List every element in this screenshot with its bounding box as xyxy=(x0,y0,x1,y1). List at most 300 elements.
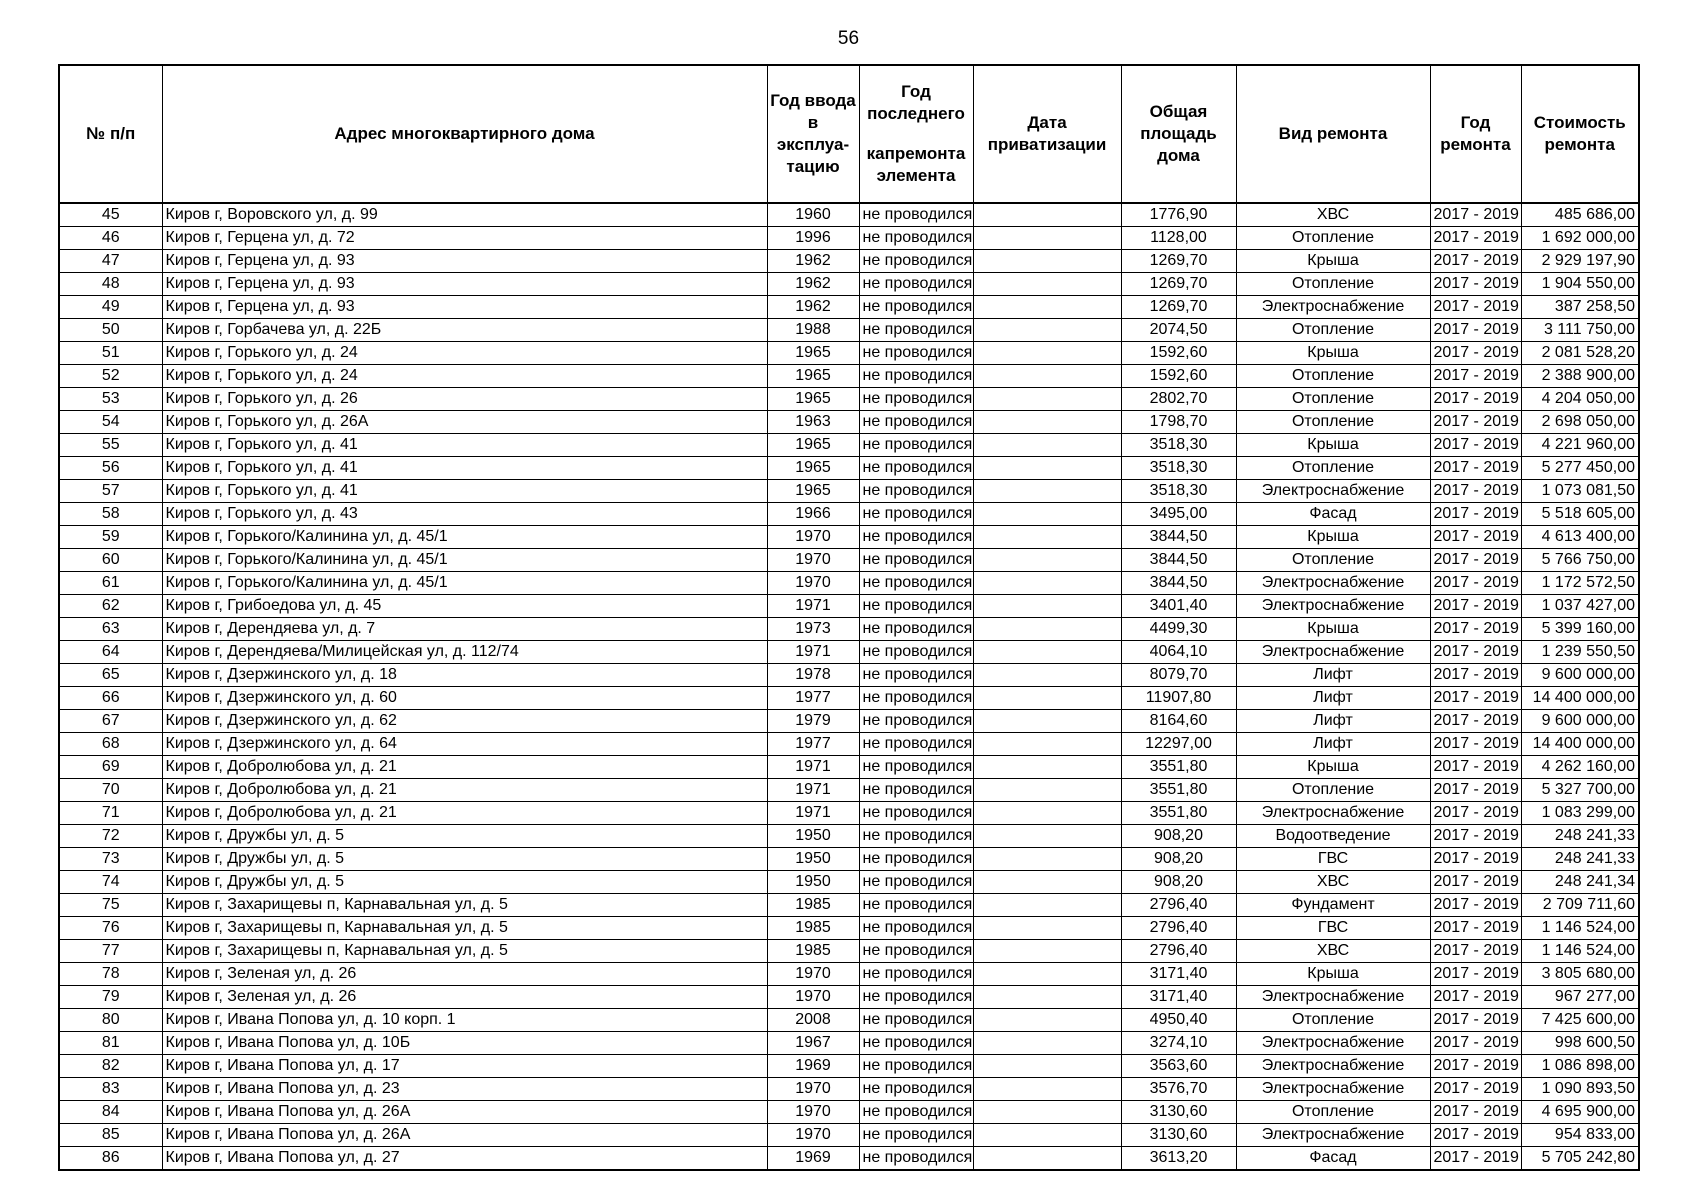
last-repair-cell: не проводился xyxy=(859,894,973,917)
last-repair-cell: не проводился xyxy=(859,250,973,273)
table-row xyxy=(59,572,1639,595)
total-area-cell: 11907,80 xyxy=(1121,687,1236,710)
address-cell: Киров г, Дерендяева ул, д. 7 xyxy=(162,618,767,641)
row-number: 81 xyxy=(59,1032,162,1055)
privatization-date-cell xyxy=(973,1009,1121,1032)
year-commissioned-cell: 1970 xyxy=(767,526,859,549)
repair-type-cell: Электроснабжение xyxy=(1236,1078,1430,1101)
total-area-cell: 2802,70 xyxy=(1121,388,1236,411)
table-row xyxy=(59,549,1639,572)
repair-type-cell: Электроснабжение xyxy=(1236,572,1430,595)
repair-year-cell: 2017 - 2019 xyxy=(1430,296,1521,319)
repair-type-cell: ГВС xyxy=(1236,848,1430,871)
row-number: 62 xyxy=(59,595,162,618)
repair-cost-cell: 7 425 600,00 xyxy=(1521,1009,1639,1032)
privatization-date-cell xyxy=(973,549,1121,572)
repair-year-cell: 2017 - 2019 xyxy=(1430,595,1521,618)
repair-cost-cell: 1 090 893,50 xyxy=(1521,1078,1639,1101)
repair-cost-cell: 4 262 160,00 xyxy=(1521,756,1639,779)
repair-type-cell: Лифт xyxy=(1236,733,1430,756)
row-number: 70 xyxy=(59,779,162,802)
repair-cost-cell: 1 073 081,50 xyxy=(1521,480,1639,503)
year-commissioned-cell: 1978 xyxy=(767,664,859,687)
privatization-date-cell xyxy=(973,687,1121,710)
repair-type-cell: Электроснабжение xyxy=(1236,480,1430,503)
year-commissioned-cell: 1970 xyxy=(767,1101,859,1124)
year-commissioned-cell: 1971 xyxy=(767,641,859,664)
repair-year-cell: 2017 - 2019 xyxy=(1430,848,1521,871)
repair-cost-cell: 248 241,33 xyxy=(1521,848,1639,871)
row-number: 65 xyxy=(59,664,162,687)
repair-type-cell: Крыша xyxy=(1236,963,1430,986)
year-commissioned-cell: 1985 xyxy=(767,917,859,940)
repair-year-cell: 2017 - 2019 xyxy=(1430,526,1521,549)
repair-cost-cell: 9 600 000,00 xyxy=(1521,710,1639,733)
address-cell: Киров г, Зеленая ул, д. 26 xyxy=(162,986,767,1009)
table-row xyxy=(59,1078,1639,1101)
address-cell: Киров г, Герцена ул, д. 93 xyxy=(162,296,767,319)
address-cell: Киров г, Захарищевы п, Карнавальная ул, д. 5 xyxy=(162,940,767,963)
year-commissioned-cell: 1967 xyxy=(767,1032,859,1055)
privatization-date-cell xyxy=(973,457,1121,480)
repair-cost-cell: 5 327 700,00 xyxy=(1521,779,1639,802)
table-row xyxy=(59,526,1639,549)
year-commissioned-cell: 1950 xyxy=(767,825,859,848)
repair-year-cell: 2017 - 2019 xyxy=(1430,549,1521,572)
repair-cost-cell: 5 399 160,00 xyxy=(1521,618,1639,641)
repair-year-cell: 2017 - 2019 xyxy=(1430,871,1521,894)
address-cell: Киров г, Дружбы ул, д. 5 xyxy=(162,871,767,894)
address-cell: Киров г, Добролюбова ул, д. 21 xyxy=(162,779,767,802)
row-number: 56 xyxy=(59,457,162,480)
table-row xyxy=(59,227,1639,250)
total-area-cell: 3563,60 xyxy=(1121,1055,1236,1078)
total-area-cell: 3518,30 xyxy=(1121,457,1236,480)
repair-year-cell: 2017 - 2019 xyxy=(1430,1032,1521,1055)
year-commissioned-cell: 1979 xyxy=(767,710,859,733)
repair-type-cell: Крыша xyxy=(1236,618,1430,641)
repair-cost-cell: 1 037 427,00 xyxy=(1521,595,1639,618)
last-repair-cell: не проводился xyxy=(859,848,973,871)
row-number: 77 xyxy=(59,940,162,963)
row-number: 46 xyxy=(59,227,162,250)
row-number: 49 xyxy=(59,296,162,319)
privatization-date-cell xyxy=(973,641,1121,664)
table-row xyxy=(59,710,1639,733)
repair-year-cell: 2017 - 2019 xyxy=(1430,1124,1521,1147)
table-body xyxy=(59,203,1639,1170)
total-area-cell: 2074,50 xyxy=(1121,319,1236,342)
repair-cost-cell: 9 600 000,00 xyxy=(1521,664,1639,687)
repair-type-cell: ГВС xyxy=(1236,917,1430,940)
total-area-cell: 3171,40 xyxy=(1121,963,1236,986)
address-cell: Киров г, Добролюбова ул, д. 21 xyxy=(162,756,767,779)
total-area-cell: 3518,30 xyxy=(1121,434,1236,457)
privatization-date-cell xyxy=(973,779,1121,802)
address-cell: Киров г, Герцена ул, д. 72 xyxy=(162,227,767,250)
year-commissioned-cell: 1971 xyxy=(767,779,859,802)
privatization-date-cell xyxy=(973,388,1121,411)
total-area-cell: 2796,40 xyxy=(1121,917,1236,940)
privatization-date-cell xyxy=(973,595,1121,618)
repair-cost-cell: 4 695 900,00 xyxy=(1521,1101,1639,1124)
year-commissioned-cell: 1970 xyxy=(767,549,859,572)
address-cell: Киров г, Горького ул, д. 41 xyxy=(162,480,767,503)
repair-cost-cell: 1 904 550,00 xyxy=(1521,273,1639,296)
table-row xyxy=(59,296,1639,319)
address-cell: Киров г, Горького ул, д. 41 xyxy=(162,457,767,480)
row-number: 83 xyxy=(59,1078,162,1101)
repair-year-cell: 2017 - 2019 xyxy=(1430,388,1521,411)
address-cell: Киров г, Герцена ул, д. 93 xyxy=(162,250,767,273)
row-number: 68 xyxy=(59,733,162,756)
table-row xyxy=(59,319,1639,342)
privatization-date-cell xyxy=(973,1032,1121,1055)
privatization-date-cell xyxy=(973,917,1121,940)
repair-cost-cell: 5 518 605,00 xyxy=(1521,503,1639,526)
repair-type-cell: Лифт xyxy=(1236,687,1430,710)
last-repair-cell: не проводился xyxy=(859,986,973,1009)
last-repair-cell: не проводился xyxy=(859,1078,973,1101)
repair-type-cell: Электроснабжение xyxy=(1236,595,1430,618)
repair-type-cell: Отопление xyxy=(1236,779,1430,802)
repair-cost-cell: 998 600,50 xyxy=(1521,1032,1639,1055)
table-row xyxy=(59,434,1639,457)
total-area-cell: 908,20 xyxy=(1121,871,1236,894)
address-cell: Киров г, Дерендяева/Милицейская ул, д. 112/74 xyxy=(162,641,767,664)
year-commissioned-cell: 1996 xyxy=(767,227,859,250)
total-area-cell: 1592,60 xyxy=(1121,342,1236,365)
year-commissioned-cell: 1969 xyxy=(767,1147,859,1171)
total-area-cell: 3130,60 xyxy=(1121,1124,1236,1147)
address-cell: Киров г, Дружбы ул, д. 5 xyxy=(162,848,767,871)
row-number: 45 xyxy=(59,203,162,227)
repair-year-cell: 2017 - 2019 xyxy=(1430,756,1521,779)
total-area-cell: 1269,70 xyxy=(1121,250,1236,273)
privatization-date-cell xyxy=(973,940,1121,963)
year-commissioned-cell: 1971 xyxy=(767,595,859,618)
year-commissioned-cell: 1970 xyxy=(767,963,859,986)
repair-year-cell: 2017 - 2019 xyxy=(1430,986,1521,1009)
privatization-date-cell xyxy=(973,1101,1121,1124)
total-area-cell: 3551,80 xyxy=(1121,802,1236,825)
repair-cost-cell: 2 709 711,60 xyxy=(1521,894,1639,917)
year-commissioned-cell: 1970 xyxy=(767,1078,859,1101)
table-row xyxy=(59,664,1639,687)
last-repair-cell: не проводился xyxy=(859,319,973,342)
header-year-commissioned: Год ввода в эксплуа-тацию xyxy=(767,65,859,203)
year-commissioned-cell: 1977 xyxy=(767,733,859,756)
total-area-cell: 908,20 xyxy=(1121,848,1236,871)
total-area-cell: 3171,40 xyxy=(1121,986,1236,1009)
address-cell: Киров г, Горького ул, д. 43 xyxy=(162,503,767,526)
privatization-date-cell xyxy=(973,664,1121,687)
last-repair-cell: не проводился xyxy=(859,1124,973,1147)
last-repair-cell: не проводился xyxy=(859,1009,973,1032)
repair-cost-cell: 5 277 450,00 xyxy=(1521,457,1639,480)
address-cell: Киров г, Грибоедова ул, д. 45 xyxy=(162,595,767,618)
address-cell: Киров г, Ивана Попова ул, д. 27 xyxy=(162,1147,767,1171)
table-row xyxy=(59,480,1639,503)
privatization-date-cell xyxy=(973,319,1121,342)
table-row xyxy=(59,365,1639,388)
repair-year-cell: 2017 - 2019 xyxy=(1430,480,1521,503)
table-row xyxy=(59,1147,1639,1171)
total-area-cell: 3576,70 xyxy=(1121,1078,1236,1101)
year-commissioned-cell: 1965 xyxy=(767,388,859,411)
repair-cost-cell: 387 258,50 xyxy=(1521,296,1639,319)
year-commissioned-cell: 1970 xyxy=(767,572,859,595)
privatization-date-cell xyxy=(973,1055,1121,1078)
table-header-row xyxy=(59,65,1639,203)
row-number: 48 xyxy=(59,273,162,296)
repair-year-cell: 2017 - 2019 xyxy=(1430,1147,1521,1171)
header-privatization-date: Дата приватизации xyxy=(973,65,1121,203)
privatization-date-cell xyxy=(973,733,1121,756)
last-repair-cell: не проводился xyxy=(859,664,973,687)
address-cell: Киров г, Захарищевы п, Карнавальная ул, д. 5 xyxy=(162,917,767,940)
year-commissioned-cell: 1965 xyxy=(767,457,859,480)
repair-cost-cell: 1 083 299,00 xyxy=(1521,802,1639,825)
last-repair-cell: не проводился xyxy=(859,733,973,756)
privatization-date-cell xyxy=(973,1078,1121,1101)
repair-type-cell: Электроснабжение xyxy=(1236,802,1430,825)
privatization-date-cell xyxy=(973,411,1121,434)
privatization-date-cell xyxy=(973,434,1121,457)
privatization-date-cell xyxy=(973,342,1121,365)
row-number: 69 xyxy=(59,756,162,779)
repair-type-cell: Лифт xyxy=(1236,710,1430,733)
last-repair-cell: не проводился xyxy=(859,388,973,411)
table-row xyxy=(59,595,1639,618)
privatization-date-cell xyxy=(973,273,1121,296)
repair-type-cell: Крыша xyxy=(1236,434,1430,457)
privatization-date-cell xyxy=(973,1124,1121,1147)
last-repair-cell: не проводился xyxy=(859,526,973,549)
address-cell: Киров г, Захарищевы п, Карнавальная ул, д. 5 xyxy=(162,894,767,917)
total-area-cell: 3844,50 xyxy=(1121,526,1236,549)
repair-type-cell: Отопление xyxy=(1236,411,1430,434)
year-commissioned-cell: 1970 xyxy=(767,1124,859,1147)
row-number: 63 xyxy=(59,618,162,641)
privatization-date-cell xyxy=(973,756,1121,779)
repair-type-cell: Крыша xyxy=(1236,250,1430,273)
privatization-date-cell xyxy=(973,526,1121,549)
year-commissioned-cell: 1965 xyxy=(767,480,859,503)
row-number: 55 xyxy=(59,434,162,457)
last-repair-cell: не проводился xyxy=(859,687,973,710)
table-row xyxy=(59,733,1639,756)
last-repair-cell: не проводился xyxy=(859,365,973,388)
year-commissioned-cell: 1962 xyxy=(767,273,859,296)
repair-cost-cell: 5 766 750,00 xyxy=(1521,549,1639,572)
total-area-cell: 1798,70 xyxy=(1121,411,1236,434)
privatization-date-cell xyxy=(973,986,1121,1009)
repair-type-cell: Отопление xyxy=(1236,1101,1430,1124)
header-address: Адрес многоквартирного дома xyxy=(162,65,767,203)
repair-type-cell: ХВС xyxy=(1236,871,1430,894)
repair-type-cell: Крыша xyxy=(1236,342,1430,365)
privatization-date-cell xyxy=(973,203,1121,227)
repair-cost-cell: 1 172 572,50 xyxy=(1521,572,1639,595)
table-row xyxy=(59,1055,1639,1078)
last-repair-cell: не проводился xyxy=(859,1032,973,1055)
year-commissioned-cell: 1965 xyxy=(767,365,859,388)
repair-year-cell: 2017 - 2019 xyxy=(1430,917,1521,940)
repair-cost-cell: 1 086 898,00 xyxy=(1521,1055,1639,1078)
privatization-date-cell xyxy=(973,825,1121,848)
repair-cost-cell: 5 705 242,80 xyxy=(1521,1147,1639,1171)
last-repair-cell: не проводился xyxy=(859,756,973,779)
year-commissioned-cell: 1970 xyxy=(767,986,859,1009)
table-row xyxy=(59,641,1639,664)
table-row xyxy=(59,457,1639,480)
repair-year-cell: 2017 - 2019 xyxy=(1430,434,1521,457)
row-number: 50 xyxy=(59,319,162,342)
repair-year-cell: 2017 - 2019 xyxy=(1430,825,1521,848)
year-commissioned-cell: 1962 xyxy=(767,296,859,319)
row-number: 73 xyxy=(59,848,162,871)
privatization-date-cell xyxy=(973,963,1121,986)
repair-year-cell: 2017 - 2019 xyxy=(1430,1009,1521,1032)
last-repair-cell: не проводился xyxy=(859,710,973,733)
repair-year-cell: 2017 - 2019 xyxy=(1430,664,1521,687)
address-cell: Киров г, Горького ул, д. 24 xyxy=(162,342,767,365)
total-area-cell: 3401,40 xyxy=(1121,595,1236,618)
repair-cost-cell: 2 698 050,00 xyxy=(1521,411,1639,434)
repair-type-cell: Фасад xyxy=(1236,503,1430,526)
address-cell: Киров г, Горького/Калинина ул, д. 45/1 xyxy=(162,526,767,549)
address-cell: Киров г, Дзержинского ул, д. 60 xyxy=(162,687,767,710)
repair-year-cell: 2017 - 2019 xyxy=(1430,779,1521,802)
row-number: 47 xyxy=(59,250,162,273)
header-last-repair xyxy=(859,65,973,203)
total-area-cell: 908,20 xyxy=(1121,825,1236,848)
table-row xyxy=(59,687,1639,710)
row-number: 58 xyxy=(59,503,162,526)
last-repair-cell: не проводился xyxy=(859,480,973,503)
header-last-repair-bottom: капремонта элемента xyxy=(866,144,966,185)
table-row xyxy=(59,825,1639,848)
table-row xyxy=(59,1009,1639,1032)
table-row xyxy=(59,917,1639,940)
repair-type-cell: ХВС xyxy=(1236,940,1430,963)
address-cell: Киров г, Ивана Попова ул, д. 10Б xyxy=(162,1032,767,1055)
last-repair-cell: не проводился xyxy=(859,572,973,595)
privatization-date-cell xyxy=(973,296,1121,319)
address-cell: Киров г, Воровского ул, д. 99 xyxy=(162,203,767,227)
year-commissioned-cell: 1988 xyxy=(767,319,859,342)
total-area-cell: 8079,70 xyxy=(1121,664,1236,687)
address-cell: Киров г, Дружбы ул, д. 5 xyxy=(162,825,767,848)
repair-type-cell: Отопление xyxy=(1236,1009,1430,1032)
table-row xyxy=(59,802,1639,825)
table-row xyxy=(59,1124,1639,1147)
table-row xyxy=(59,963,1639,986)
table-row xyxy=(59,756,1639,779)
year-commissioned-cell: 2008 xyxy=(767,1009,859,1032)
address-cell: Киров г, Дзержинского ул, д. 62 xyxy=(162,710,767,733)
repair-year-cell: 2017 - 2019 xyxy=(1430,572,1521,595)
repair-type-cell: Электроснабжение xyxy=(1236,1032,1430,1055)
repair-year-cell: 2017 - 2019 xyxy=(1430,802,1521,825)
repair-type-cell: Электроснабжение xyxy=(1236,296,1430,319)
year-commissioned-cell: 1950 xyxy=(767,848,859,871)
total-area-cell: 4950,40 xyxy=(1121,1009,1236,1032)
repair-cost-cell: 14 400 000,00 xyxy=(1521,687,1639,710)
repair-year-cell: 2017 - 2019 xyxy=(1430,319,1521,342)
total-area-cell: 3518,30 xyxy=(1121,480,1236,503)
last-repair-cell: не проводился xyxy=(859,595,973,618)
repair-year-cell: 2017 - 2019 xyxy=(1430,733,1521,756)
row-number: 86 xyxy=(59,1147,162,1171)
repair-type-cell: Фасад xyxy=(1236,1147,1430,1171)
last-repair-cell: не проводился xyxy=(859,342,973,365)
row-number: 76 xyxy=(59,917,162,940)
address-cell: Киров г, Горького/Калинина ул, д. 45/1 xyxy=(162,572,767,595)
last-repair-cell: не проводился xyxy=(859,273,973,296)
repair-cost-cell: 2 388 900,00 xyxy=(1521,365,1639,388)
year-commissioned-cell: 1973 xyxy=(767,618,859,641)
last-repair-cell: не проводился xyxy=(859,618,973,641)
repair-cost-cell: 248 241,33 xyxy=(1521,825,1639,848)
row-number: 52 xyxy=(59,365,162,388)
year-commissioned-cell: 1965 xyxy=(767,342,859,365)
row-number: 53 xyxy=(59,388,162,411)
year-commissioned-cell: 1985 xyxy=(767,940,859,963)
row-number: 78 xyxy=(59,963,162,986)
year-commissioned-cell: 1985 xyxy=(767,894,859,917)
year-commissioned-cell: 1971 xyxy=(767,756,859,779)
table-row xyxy=(59,940,1639,963)
repair-type-cell: Отопление xyxy=(1236,273,1430,296)
total-area-cell: 3613,20 xyxy=(1121,1147,1236,1171)
privatization-date-cell xyxy=(973,802,1121,825)
privatization-date-cell xyxy=(973,618,1121,641)
privatization-date-cell xyxy=(973,503,1121,526)
table-row xyxy=(59,871,1639,894)
address-cell: Киров г, Зеленая ул, д. 26 xyxy=(162,963,767,986)
repair-year-cell: 2017 - 2019 xyxy=(1430,641,1521,664)
privatization-date-cell xyxy=(973,365,1121,388)
last-repair-cell: не проводился xyxy=(859,549,973,572)
page-number: 56 xyxy=(837,28,860,49)
repair-register-table xyxy=(58,64,1640,1171)
last-repair-cell: не проводился xyxy=(859,917,973,940)
repair-year-cell: 2017 - 2019 xyxy=(1430,1101,1521,1124)
address-cell: Киров г, Дзержинского ул, д. 18 xyxy=(162,664,767,687)
row-number: 74 xyxy=(59,871,162,894)
total-area-cell: 2796,40 xyxy=(1121,940,1236,963)
total-area-cell: 3844,50 xyxy=(1121,549,1236,572)
year-commissioned-cell: 1963 xyxy=(767,411,859,434)
header-last-repair-top: Год последнего xyxy=(867,82,965,123)
last-repair-cell: не проводился xyxy=(859,940,973,963)
total-area-cell: 12297,00 xyxy=(1121,733,1236,756)
repair-cost-cell: 954 833,00 xyxy=(1521,1124,1639,1147)
repair-type-cell: Электроснабжение xyxy=(1236,1055,1430,1078)
address-cell: Киров г, Горького ул, д. 24 xyxy=(162,365,767,388)
last-repair-cell: не проводился xyxy=(859,203,973,227)
privatization-date-cell xyxy=(973,894,1121,917)
last-repair-cell: не проводился xyxy=(859,457,973,480)
last-repair-cell: не проводился xyxy=(859,1101,973,1124)
year-commissioned-cell: 1966 xyxy=(767,503,859,526)
row-number: 54 xyxy=(59,411,162,434)
row-number: 71 xyxy=(59,802,162,825)
repair-type-cell: Лифт xyxy=(1236,664,1430,687)
repair-year-cell: 2017 - 2019 xyxy=(1430,203,1521,227)
